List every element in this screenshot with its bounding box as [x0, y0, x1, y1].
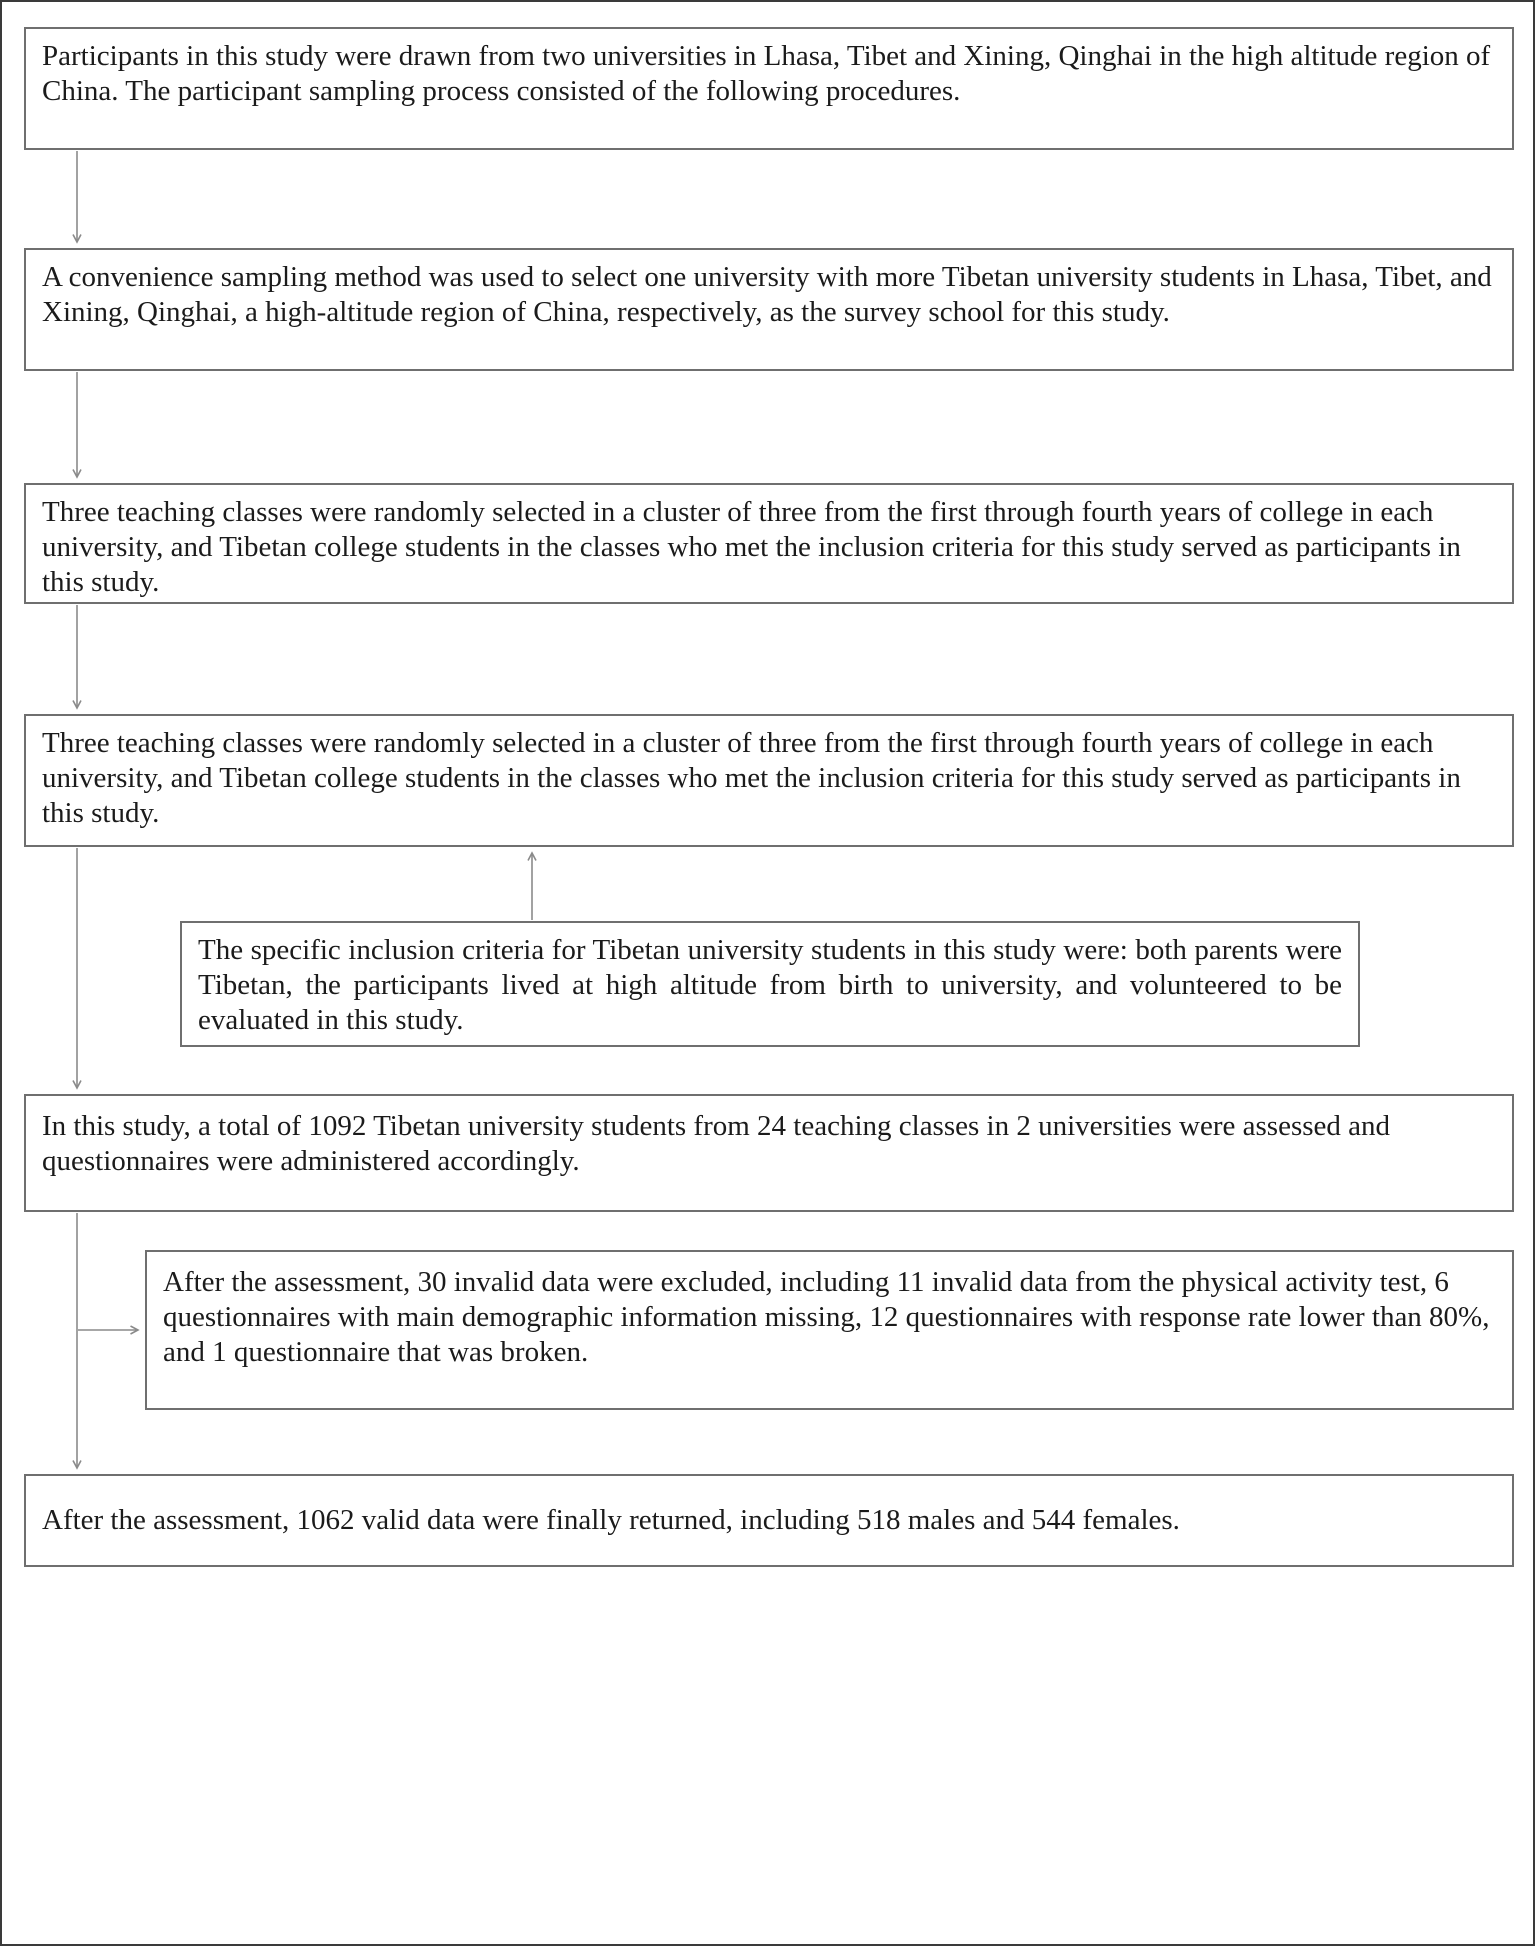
flow-box-assessed-total [24, 1094, 1514, 1212]
flow-box-class-selection-text: Three teaching classes were randomly selected in a cluster of three from the first through fourth years of college in each university, and Tibetan college students in the classes who met the inclusion criteria for this study served as participants in this study. [42, 496, 1461, 598]
flow-box-assessed-total-text: In this study, a total of 1092 Tibetan university students from 24 teaching classes in 2 universities were assessed and questionnaires were administered accordingly. [42, 1110, 1391, 1177]
flow-box-class-selection-repeat-text: Three teaching classes were randomly selected in a cluster of three from the first through fourth years of college in each university, and Tibetan college students in the classes who met the inclusion criteria for this study served as participants in this study. [42, 727, 1461, 829]
flow-box-class-selection-repeat [24, 714, 1514, 847]
flow-box-inclusion-criteria [180, 921, 1360, 1047]
flow-box-participants-text: Participants in this study were drawn from two universities in Lhasa, Tibet and Xining, Qinghai in the high altitude region of China. The participant sampling process consisted of the following procedures. [42, 40, 1491, 107]
flow-box-class-selection [24, 483, 1514, 604]
flow-box-sampling-method [24, 248, 1514, 371]
flow-box-excluded-data-text: After the assessment, 30 invalid data were excluded, including 11 invalid data from the physical activity test, 6 questionnaires with main demographic information missing, 12 questionnaires with response rate lower than 80%, and 1 questionnaire that was broken. [163, 1266, 1490, 1368]
flow-box-sampling-method-text: A convenience sampling method was used to select one university with more Tibetan university students in Lhasa, Tibet, and Xining, Qinghai, a high-altitude region of China, respectively, as the survey school for this study. [42, 261, 1492, 328]
flow-box-participants [24, 27, 1514, 150]
flow-box-final-valid-data [24, 1474, 1514, 1567]
flow-box-excluded-data [145, 1250, 1514, 1410]
flow-box-final-valid-data-text: After the assessment, 1062 valid data were finally returned, including 518 males and 544 females. [42, 1504, 1180, 1537]
flow-box-inclusion-criteria-text: The specific inclusion criteria for Tibetan university students in this study were: both parents were Tibetan, the participants lived at high altitude from birth to university, and volunteered to be evaluated in this study. [198, 934, 1342, 1036]
